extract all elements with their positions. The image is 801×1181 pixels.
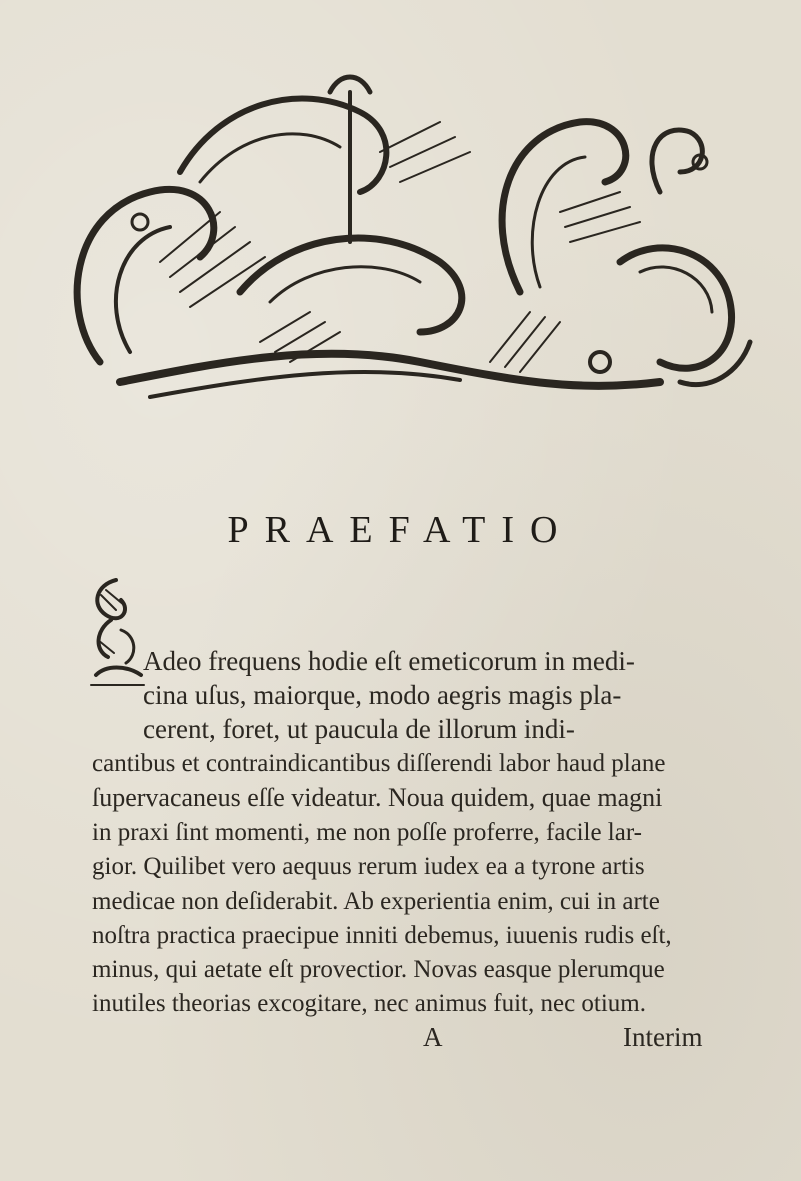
signature-mark: A bbox=[423, 1022, 443, 1052]
catchword: Interim bbox=[623, 1022, 703, 1052]
text-line-10: minus, qui aetate eſt provectior. Novas easque plerumque bbox=[92, 956, 665, 983]
text-line-1: Adeo frequens hodie eſt emeticorum in medi- bbox=[143, 646, 635, 676]
page-title: PRAEFATIO bbox=[227, 509, 574, 551]
text-line-4: cantibus et contraindicantibus diſſerendi labor haud plane bbox=[92, 750, 666, 777]
text-line-11: inutiles theorias excogitare, nec animus fuit, nec otium. bbox=[92, 990, 647, 1017]
text-line-3: cerent, foret, ut paucula de illorum indi- bbox=[143, 714, 575, 744]
text-line-7: gior. Quilibet vero aequus rerum iudex ea a tyrone artis bbox=[92, 853, 645, 880]
text-line-6: in praxi ſint momenti, me non poſſe proferre, facile lar- bbox=[92, 819, 642, 846]
floral-headpiece-icon bbox=[60, 62, 760, 410]
text-line-5: ſupervacaneus eſſe videatur. Noua quidem, quae magni bbox=[92, 783, 663, 812]
text-line-8: medicae non deſiderabit. Ab experientia enim, cui in arte bbox=[92, 888, 660, 915]
ornamental-initial-icon bbox=[86, 575, 146, 689]
text-line-9: noſtra practica praecipue inniti debemus, iuuenis rudis eſt, bbox=[92, 922, 672, 949]
text-line-2: cina uſus, maiorque, modo aegris magis pla- bbox=[143, 680, 622, 710]
